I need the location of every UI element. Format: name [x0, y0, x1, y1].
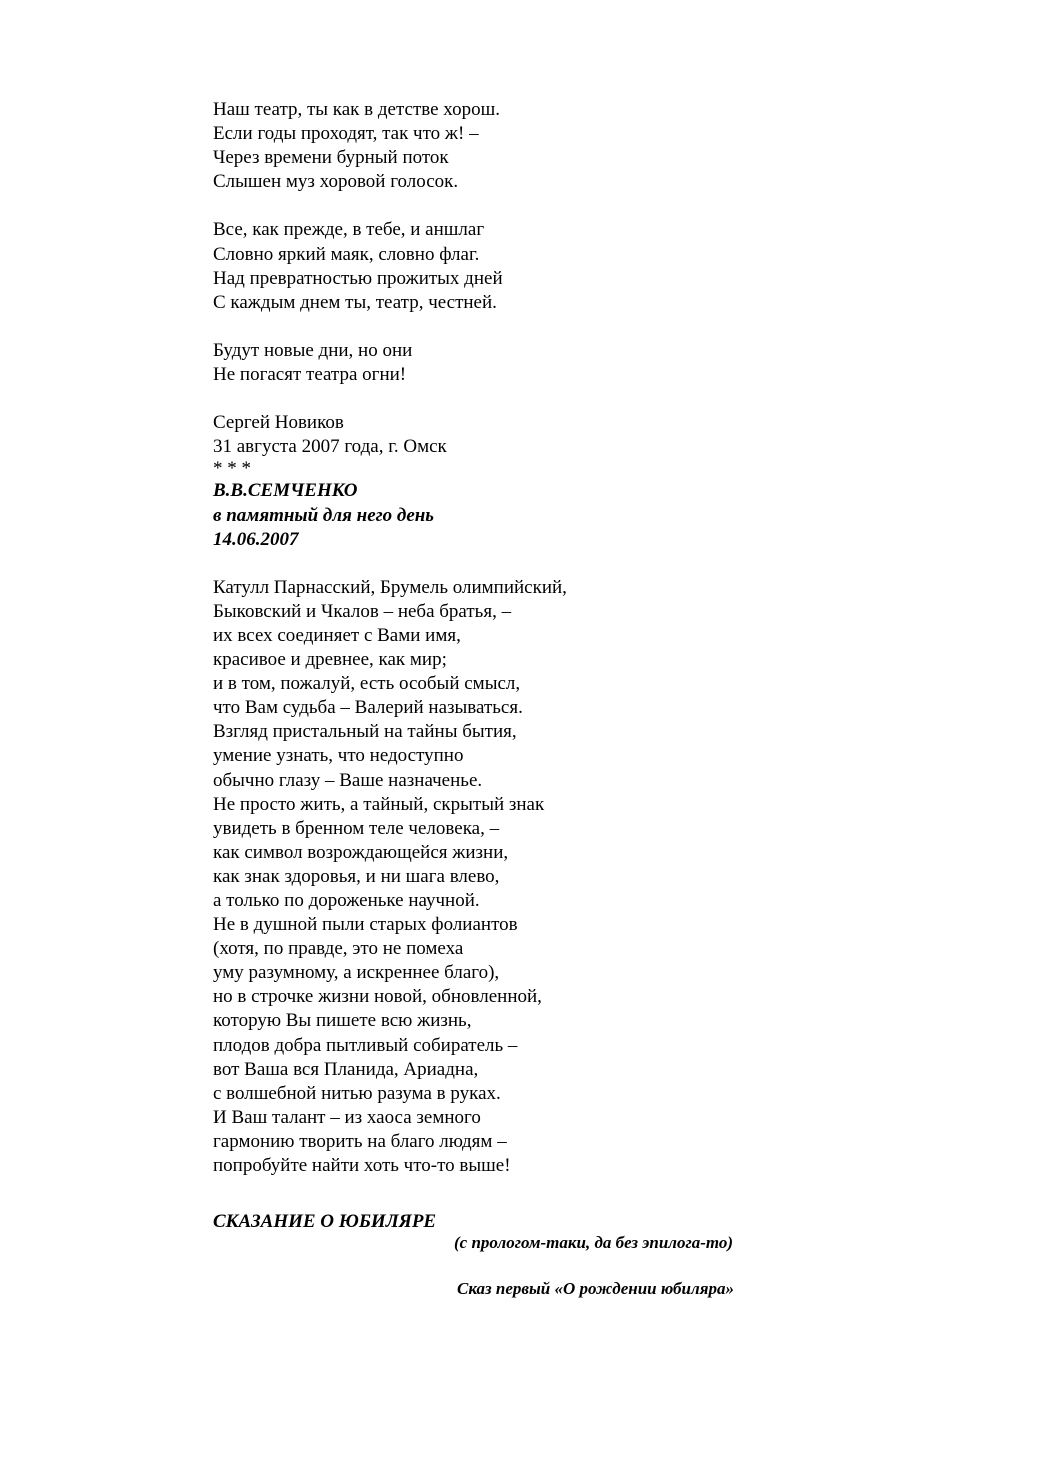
section-separator: * * *: [213, 458, 251, 480]
poem-line: Взгляд пристальный на тайны бытия,: [213, 721, 517, 743]
poem-line: Не погасят театра огни!: [213, 364, 407, 386]
stanza-gap: [213, 552, 973, 576]
poem-line: уму разумному, а искреннее благо),: [213, 962, 500, 984]
stanza-3: [213, 339, 973, 387]
poem-line: их всех соединяет с Вами имя,: [213, 624, 461, 646]
poem-line: Слышен муз хоровой голосок.: [213, 171, 459, 193]
stanza-1: [213, 98, 973, 194]
dedication-poem-body: [213, 576, 973, 1178]
poem-line: И Ваш талант – из хаоса земного: [213, 1106, 481, 1128]
poem-author: Сергей Новиков: [213, 412, 344, 434]
poem-line: вот Ваша вся Планида, Ариадна,: [213, 1058, 479, 1080]
poem-line: (хотя, по правде, это не помеха: [213, 938, 464, 960]
poem-line: Не в душной пыли старых фолиантов: [213, 914, 518, 936]
dedication-name: В.В.СЕМЧЕНКО: [213, 480, 358, 502]
poem-line: а только по дороженьке научной.: [213, 890, 480, 911]
poem-line: что Вам судьба – Валерий называться.: [213, 697, 523, 719]
poem-line: с волшебной нитью разума в руках.: [213, 1082, 501, 1104]
poem-line: Не просто жить, а тайный, скрытый знак: [213, 793, 545, 815]
poem-line: умение узнать, что недоступно: [213, 745, 464, 767]
poem-line: Быковский и Чкалов – неба братья, –: [213, 600, 512, 622]
document-page: [213, 98, 973, 1178]
poem-line: Катулл Парнасский, Брумель олимпийский,: [213, 576, 567, 598]
section-subtitle: (с прологом-таки, да без эпилога-то): [454, 1233, 734, 1252]
poem-line: гармонию творить на благо людям –: [213, 1130, 507, 1152]
poem-line: Наш театр, ты как в детстве хорош.: [213, 99, 500, 120]
poem-line: как символ возрождающейся жизни,: [213, 841, 509, 863]
poem-line: увидеть в бренном теле человека, –: [213, 817, 500, 839]
poem-theatre: [213, 98, 973, 459]
poem-line: Все, как прежде, в тебе, и аншлаг: [213, 219, 485, 241]
poem-line: красивое и древнее, как мир;: [213, 649, 447, 671]
tale-title: Сказ первый «О рождении юбиляра»: [457, 1279, 734, 1298]
poem-date-place: 31 августа 2007 года, г. Омск: [213, 436, 447, 458]
section-title: СКАЗАНИЕ О ЮБИЛЯРЕ: [213, 1211, 437, 1232]
poem-line: попробуйте найти хоть что-то выше!: [213, 1155, 511, 1177]
poem-line: обычно глазу – Ваше назначенье.: [213, 769, 483, 791]
stanza-gap: [213, 194, 973, 218]
poem-line: плодов добра пытливый собиратель –: [213, 1034, 518, 1056]
poem-line: как знак здоровья, и ни шага влево,: [213, 865, 500, 887]
poem-line: и в том, пожалуй, есть особый смысл,: [213, 673, 521, 695]
poem-line: которую Вы пишете всю жизнь,: [213, 1010, 472, 1032]
stanza-2: [213, 218, 973, 314]
poem-line: Над превратностью прожитых дней: [213, 267, 503, 289]
poem-line: Через времени бурный поток: [213, 147, 449, 169]
poem-line: Если годы проходят, так что ж! –: [213, 123, 479, 145]
dedication-date: 14.06.2007: [213, 528, 299, 550]
stanza-gap: [213, 387, 973, 411]
poem-line: С каждым днем ты, театр, честней.: [213, 291, 497, 313]
poem-line: Будут новые дни, но они: [213, 339, 413, 361]
poem-line: но в строчке жизни новой, обновленной,: [213, 986, 542, 1008]
dedication-occasion: в памятный для него день: [213, 504, 434, 526]
stanza-gap: [213, 315, 973, 339]
poem-line: Словно яркий маяк, словно флаг.: [213, 243, 480, 265]
poem-dedication: [213, 479, 973, 1178]
section-heading-block: [213, 1209, 993, 1298]
